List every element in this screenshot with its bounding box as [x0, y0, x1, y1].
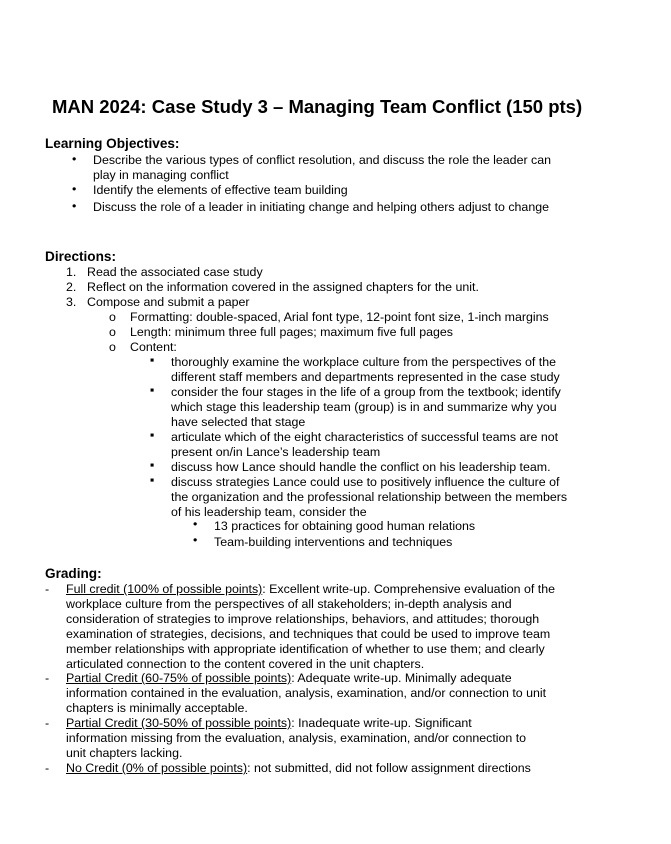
grading-heading: Grading:	[45, 566, 102, 581]
requirement-text: Formatting: double-spaced, Arial font type, 12-point font size, 1-inch margins	[130, 310, 549, 324]
grading-line: examination of strategies, decisions, and techniques that could be used to improve team	[66, 627, 551, 641]
square-bullet: ▪	[150, 353, 155, 367]
content-line: present on/in Lance’s leadership team	[171, 445, 381, 459]
bullet-dot: •	[72, 152, 77, 166]
grading-line: information missing from the evaluation, analysis, examination, and/or connection to	[66, 731, 527, 745]
grading-description: : Excellent write-up. Comprehensive evaluation of the	[262, 582, 555, 596]
square-bullet: ▪	[150, 458, 155, 472]
grading-label: Full credit (100% of possible points)	[66, 582, 263, 596]
page-title: MAN 2024: Case Study 3 – Managing Team Conflict (150 pts)	[52, 96, 583, 117]
content-line: thoroughly examine the workplace culture from the perspectives of the	[171, 355, 556, 369]
directions-heading: Directions:	[45, 249, 117, 264]
circle-marker: o	[109, 310, 116, 324]
grading-label: Partial Credit (30-50% of possible points)	[66, 716, 292, 730]
content-line: consider the four stages in the life of a group from the textbook; identify	[171, 385, 561, 399]
grading-label: Partial Credit (60-75% of possible points)	[66, 671, 292, 685]
square-bullet: ▪	[150, 383, 155, 397]
step-number: 2.	[66, 280, 77, 294]
grading-first-line	[66, 716, 472, 731]
objectives-heading: Learning Objectives:	[45, 136, 180, 151]
grading-line: articulated connection to the content covered in the unit chapters.	[66, 657, 425, 671]
step-text: Reflect on the information covered in the assigned chapters for the unit.	[87, 280, 479, 294]
bullet-dot: •	[72, 182, 77, 196]
grading-line: unit chapters lacking.	[66, 746, 183, 760]
content-line: which stage this leadership team (group) is in and summarize why you	[171, 400, 557, 414]
nested-item: Team-building interventions and techniques	[214, 535, 453, 549]
square-bullet: ▪	[150, 428, 155, 442]
content-line: of his leadership team, consider the	[171, 505, 367, 519]
dash-marker: -	[45, 761, 50, 775]
grading-line: consideration of strategies to improve relationships, behaviors, and attitudes; thorough	[66, 612, 540, 626]
requirement-text: Length: minimum three full pages; maximum five full pages	[130, 325, 453, 339]
dash-marker: -	[45, 582, 50, 596]
circle-marker: o	[109, 325, 116, 339]
content-line: articulate which of the eight characteristics of successful teams are not	[171, 430, 559, 444]
bullet-dot: •	[193, 533, 198, 547]
objective-line: Discuss the role of a leader in initiating change and helping others adjust to change	[93, 200, 549, 214]
content-line: have selected that stage	[171, 415, 306, 429]
step-text: Read the associated case study	[87, 265, 263, 279]
grading-first-line	[66, 582, 555, 597]
objective-line: Describe the various types of conflict resolution, and discuss the role the leader can	[93, 153, 552, 167]
circle-marker: o	[109, 340, 116, 354]
content-line: different staff members and departments represented in the case study	[171, 370, 560, 384]
grading-line: information contained in the evaluation, analysis, examination, and/or connection to unit	[66, 686, 547, 700]
step-text: Compose and submit a paper	[87, 295, 250, 309]
requirement-text: Content:	[130, 340, 177, 354]
content-line: discuss strategies Lance could use to positively influence the culture of	[171, 475, 560, 489]
grading-line: member relationships with appropriate identification of whether to use them; and clearly	[66, 642, 545, 656]
grading-first-line	[66, 671, 512, 686]
bullet-dot: •	[193, 517, 198, 531]
nested-item: 13 practices for obtaining good human relations	[214, 519, 476, 533]
grading-description: : not submitted, did not follow assignment directions	[247, 761, 531, 775]
objective-line: play in managing conflict	[93, 168, 229, 182]
content-line: discuss how Lance should handle the conflict on his leadership team.	[171, 460, 551, 474]
step-number: 1.	[66, 265, 77, 279]
content-line: the organization and the professional relationship between the members	[171, 490, 568, 504]
dash-marker: -	[45, 716, 50, 730]
grading-line: chapters is minimally acceptable.	[66, 701, 248, 715]
dash-marker: -	[45, 671, 50, 685]
grading-line: workplace culture from the perspectives of all stakeholders; in-depth analysis and	[66, 597, 512, 611]
grading-description: : Inadequate write-up. Significant	[291, 716, 472, 730]
objective-line: Identify the elements of effective team building	[93, 183, 348, 197]
square-bullet: ▪	[150, 473, 155, 487]
step-number: 3.	[66, 295, 77, 309]
grading-label: No Credit (0% of possible points)	[66, 761, 248, 775]
grading-first-line	[66, 761, 531, 776]
bullet-dot: •	[72, 199, 77, 213]
grading-description: : Adequate write-up. Minimally adequate	[291, 671, 512, 685]
